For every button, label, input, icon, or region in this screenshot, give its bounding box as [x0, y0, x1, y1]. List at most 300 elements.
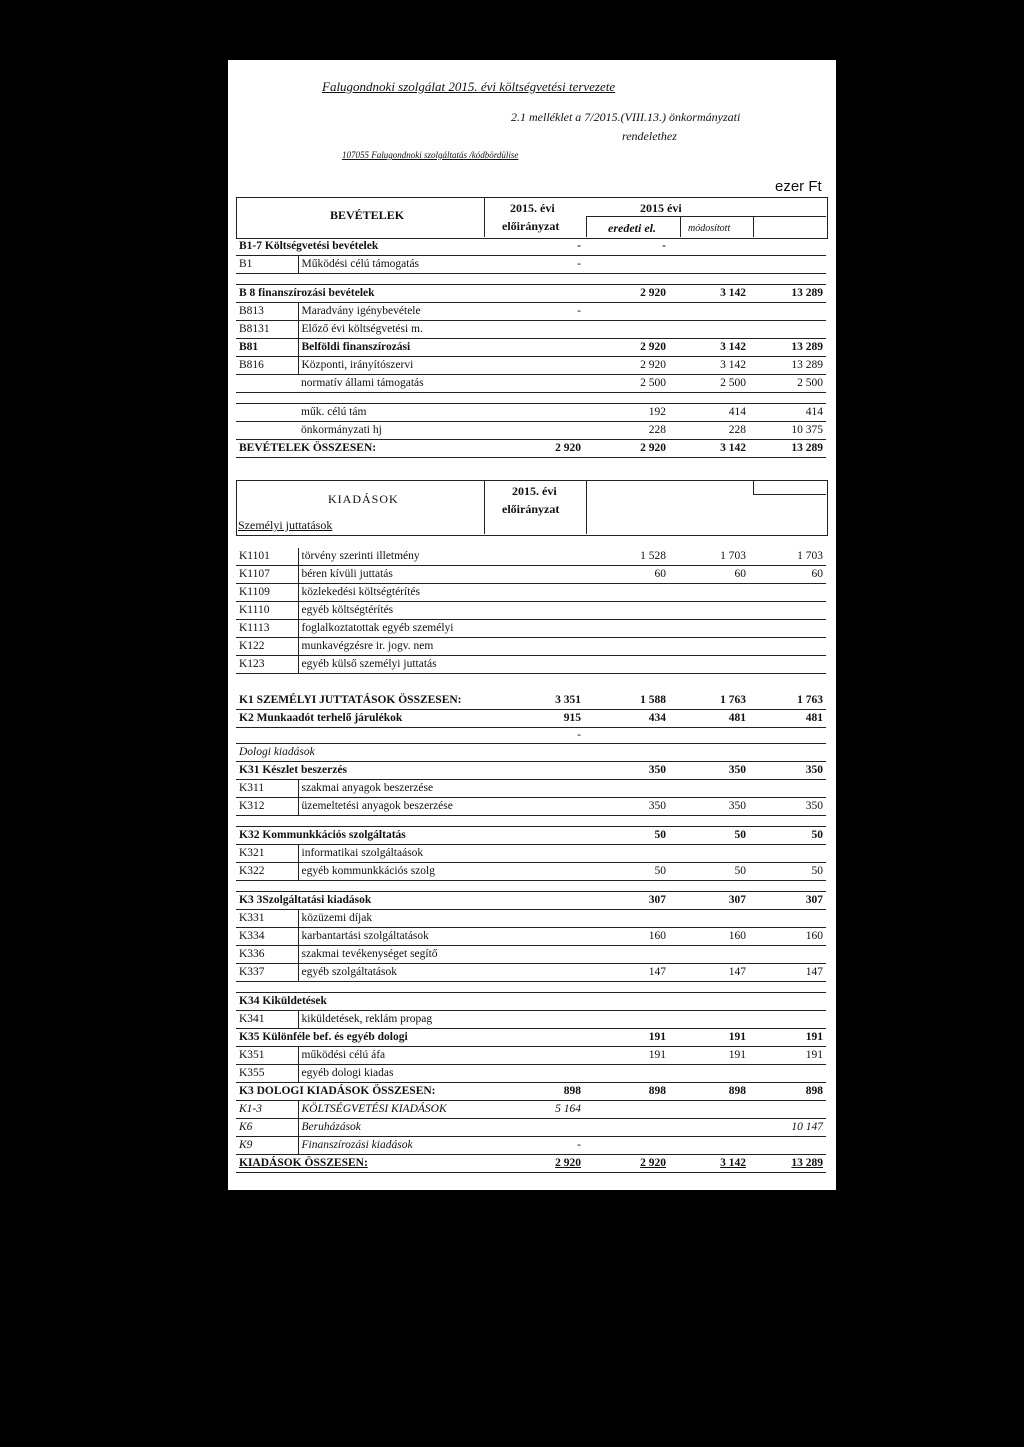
plan-value: 5 164: [484, 1101, 584, 1119]
current-value: [749, 1065, 826, 1083]
row-label: K2 Munkaadót terhelő járulékok: [236, 710, 484, 728]
row-name: működési célú áfa: [298, 1047, 484, 1065]
plan-value: [484, 881, 584, 892]
row-code: [236, 422, 298, 440]
plan-value: [484, 928, 584, 946]
modified-value: 191: [669, 1047, 749, 1065]
row-code: K337: [236, 964, 298, 982]
plan-value: -: [484, 238, 584, 256]
revenue-table: [236, 238, 826, 458]
table-row: [236, 946, 826, 964]
modified-value: 350: [669, 762, 749, 780]
current-value: 2 500: [749, 375, 826, 393]
current-value: [749, 620, 826, 638]
original-value: [584, 620, 669, 638]
row-code: [236, 274, 298, 285]
current-value: [749, 238, 826, 256]
row-code: B81: [236, 339, 298, 357]
current-value: 1 703: [749, 548, 826, 566]
plan-value: [484, 910, 584, 928]
original-value: [584, 321, 669, 339]
plan-value: [484, 845, 584, 863]
table-row: [236, 1029, 826, 1047]
row-name: műk. célú tám: [298, 404, 484, 422]
row-name: béren kívüli juttatás: [298, 566, 484, 584]
row-label: B 8 finanszírozási bevételek: [236, 285, 484, 303]
plan-value: [484, 816, 584, 827]
modified-value: 3 142: [669, 339, 749, 357]
row-label: B1-7 Költségvetési bevételek: [236, 238, 484, 256]
original-value: [584, 780, 669, 798]
plan-value: [484, 993, 584, 1011]
plan-value: [484, 274, 584, 285]
row-code: K351: [236, 1047, 298, 1065]
plan-value: [484, 638, 584, 656]
row-code: K1113: [236, 620, 298, 638]
original-value: [584, 393, 669, 404]
row-name: közüzemi díjak: [298, 910, 484, 928]
modified-value: 481: [669, 710, 749, 728]
table-row: [236, 1101, 826, 1119]
row-name: egyéb külső személyi juttatás: [298, 656, 484, 674]
row-name: Működési célú támogatás: [298, 256, 484, 274]
original-value: [584, 1065, 669, 1083]
plan-value: [484, 602, 584, 620]
modified-value: [669, 620, 749, 638]
modified-value: 147: [669, 964, 749, 982]
current-value: 307: [749, 892, 826, 910]
row-name: KÖLTSÉGVETÉSI KIADÁSOK: [298, 1101, 484, 1119]
table-row: [236, 1047, 826, 1065]
row-code: K6: [236, 1119, 298, 1137]
current-value: [749, 982, 826, 993]
row-label: K31 Készlet beszerzés: [236, 762, 484, 780]
modified-value: 228: [669, 422, 749, 440]
current-value: [749, 728, 826, 744]
modified-value: 50: [669, 863, 749, 881]
row-name: egyéb költségtérítés: [298, 602, 484, 620]
row-code: B816: [236, 357, 298, 375]
plan-value: [484, 548, 584, 566]
current-value: [749, 602, 826, 620]
original-value: 191: [584, 1047, 669, 1065]
original-value: [584, 982, 669, 993]
modified-value: [669, 1137, 749, 1155]
current-value: [749, 780, 826, 798]
row-code: [236, 404, 298, 422]
plan-value: [484, 375, 584, 393]
row-name: informatikai szolgáltaások: [298, 845, 484, 863]
table-row: [236, 1155, 826, 1173]
unit-label: ezer Ft: [775, 178, 822, 195]
table-row: [236, 339, 826, 357]
revenue-heading: BEVÉTELEK: [330, 208, 405, 222]
table-row: [236, 1137, 826, 1155]
original-value: [584, 744, 669, 762]
table-row: [236, 285, 826, 303]
table-row: [236, 881, 826, 892]
table-row: [236, 692, 826, 710]
modified-value: 3 142: [669, 1155, 749, 1173]
modified-value: 898: [669, 1083, 749, 1101]
row-name: normatív állami támogatás: [298, 375, 484, 393]
current-value: [749, 816, 826, 827]
modified-value: [669, 1101, 749, 1119]
modified-value: 191: [669, 1029, 749, 1047]
plan-value: -: [484, 256, 584, 274]
table-row: [236, 238, 826, 256]
modified-value: [669, 321, 749, 339]
table-row: [236, 638, 826, 656]
modified-value: 1 703: [669, 548, 749, 566]
modified-value: [669, 256, 749, 274]
plan-value: [484, 827, 584, 845]
original-value: 191: [584, 1029, 669, 1047]
original-value: [584, 946, 669, 964]
expense-table: [236, 692, 826, 1173]
table-row: [236, 274, 826, 285]
current-value: [749, 744, 826, 762]
row-code: K336: [236, 946, 298, 964]
plan-value: [484, 1119, 584, 1137]
personnel-expense-table: [236, 548, 826, 674]
original-value: 228: [584, 422, 669, 440]
original-value: [584, 1119, 669, 1137]
row-code: K321: [236, 845, 298, 863]
current-value: 10 147: [749, 1119, 826, 1137]
original-value: 2 920: [584, 440, 669, 458]
plan-value: [484, 357, 584, 375]
modified-value: 60: [669, 566, 749, 584]
original-value: 1 528: [584, 548, 669, 566]
plan-value: 2 920: [484, 1155, 584, 1173]
row-name: szakmai anyagok beszerzése: [298, 780, 484, 798]
row-code: K334: [236, 928, 298, 946]
original-value: [584, 656, 669, 674]
table-row: [236, 863, 826, 881]
table-row: [236, 440, 826, 458]
row-code: K322: [236, 863, 298, 881]
original-value: [584, 910, 669, 928]
table-row: [236, 710, 826, 728]
modified-value: 3 142: [669, 285, 749, 303]
original-value: [584, 728, 669, 744]
plan-value: [484, 780, 584, 798]
original-value: [584, 881, 669, 892]
original-value: [584, 584, 669, 602]
table-row: [236, 728, 826, 744]
row-name: munkavégzésre ir. jogv. nem: [298, 638, 484, 656]
row-name: önkormányzati hj: [298, 422, 484, 440]
row-code: K122: [236, 638, 298, 656]
table-row: [236, 964, 826, 982]
current-value: 13 289: [749, 1155, 826, 1173]
current-value: [749, 946, 826, 964]
modified-value: 2 500: [669, 375, 749, 393]
current-value: [749, 1011, 826, 1029]
plan-value: [484, 1065, 584, 1083]
original-value: 350: [584, 762, 669, 780]
current-value: [749, 1137, 826, 1155]
table-row: [236, 566, 826, 584]
original-value: 147: [584, 964, 669, 982]
plan-value: -: [484, 1137, 584, 1155]
cofog-code: 107055 Falugondnoki szolgáltatás /kódbördülise: [342, 150, 519, 160]
current-value: 1 763: [749, 692, 826, 710]
current-value: 191: [749, 1047, 826, 1065]
revenue-col-plan: előirányzat: [502, 219, 560, 233]
row-name: szakmai tevékenységet segítő: [298, 946, 484, 964]
plan-value: [484, 762, 584, 780]
original-value: 350: [584, 798, 669, 816]
table-row: [236, 584, 826, 602]
row-name: [298, 816, 484, 827]
row-name: üzemeltetési anyagok beszerzése: [298, 798, 484, 816]
plan-value: [484, 321, 584, 339]
original-value: 2 500: [584, 375, 669, 393]
current-value: 13 289: [749, 440, 826, 458]
table-row: [236, 1119, 826, 1137]
current-value: 191: [749, 1029, 826, 1047]
plan-value: [484, 744, 584, 762]
row-name: [298, 393, 484, 404]
row-code: K9: [236, 1137, 298, 1155]
table-row: [236, 602, 826, 620]
current-value: [749, 656, 826, 674]
table-row: [236, 780, 826, 798]
current-value: [749, 321, 826, 339]
row-code: [236, 881, 298, 892]
current-value: 60: [749, 566, 826, 584]
original-value: [584, 845, 669, 863]
row-label: Dologi kiadások: [236, 744, 484, 762]
original-value: [584, 303, 669, 321]
plan-value: [484, 1047, 584, 1065]
original-value: 434: [584, 710, 669, 728]
row-code: K355: [236, 1065, 298, 1083]
table-row: [236, 1011, 826, 1029]
row-label: K1 SZEMÉLYI JUTTATÁSOK ÖSSZESEN:: [236, 692, 484, 710]
modified-value: [669, 845, 749, 863]
modified-value: 3 142: [669, 440, 749, 458]
modified-value: [669, 584, 749, 602]
table-row: [236, 321, 826, 339]
current-value: 13 289: [749, 357, 826, 375]
plan-value: [484, 620, 584, 638]
revenue-col-year: 2015 évi: [640, 201, 682, 215]
row-name: Maradvány igénybevétele: [298, 303, 484, 321]
original-value: 192: [584, 404, 669, 422]
table-row: [236, 827, 826, 845]
plan-value: [484, 339, 584, 357]
current-value: [749, 393, 826, 404]
row-name: egyéb szolgáltatások: [298, 964, 484, 982]
original-value: [584, 602, 669, 620]
original-value: 898: [584, 1083, 669, 1101]
current-value: [749, 303, 826, 321]
original-value: [584, 256, 669, 274]
row-code: K1110: [236, 602, 298, 620]
original-value: [584, 1011, 669, 1029]
row-code: K1101: [236, 548, 298, 566]
modified-value: 50: [669, 827, 749, 845]
current-value: [749, 845, 826, 863]
modified-value: [669, 946, 749, 964]
plan-value: [484, 393, 584, 404]
current-value: [749, 1101, 826, 1119]
revenue-col-original: eredeti el.: [608, 221, 656, 235]
table-row: [236, 982, 826, 993]
modified-value: [669, 881, 749, 892]
modified-value: [669, 602, 749, 620]
plan-value: -: [484, 303, 584, 321]
table-row: [236, 762, 826, 780]
row-name: törvény szerinti illetmény: [298, 548, 484, 566]
table-row: [236, 256, 826, 274]
row-label: K3 DOLOGI KIADÁSOK ÖSSZESEN:: [236, 1083, 484, 1101]
row-label: K32 Kommunkkációs szolgáltatás: [236, 827, 484, 845]
original-value: 307: [584, 892, 669, 910]
original-value: 60: [584, 566, 669, 584]
modified-value: 1 763: [669, 692, 749, 710]
table-row: [236, 845, 826, 863]
row-name: Előző évi költségvetési m.: [298, 321, 484, 339]
original-value: 2 920: [584, 339, 669, 357]
revenue-col-plan-year: 2015. évi: [510, 201, 555, 215]
plan-value: [484, 566, 584, 584]
current-value: 13 289: [749, 339, 826, 357]
revenue-col-modified: módosított: [688, 223, 731, 234]
table-row: [236, 816, 826, 827]
table-row: [236, 404, 826, 422]
row-code: B1: [236, 256, 298, 274]
modified-value: [669, 816, 749, 827]
current-value: [749, 910, 826, 928]
row-code: K341: [236, 1011, 298, 1029]
modified-value: [669, 780, 749, 798]
current-value: 13 289: [749, 285, 826, 303]
plan-value: 2 920: [484, 440, 584, 458]
plan-value: -: [484, 728, 584, 744]
plan-value: [484, 946, 584, 964]
current-value: [749, 256, 826, 274]
annex-reference-line2: rendelethez: [622, 129, 677, 143]
plan-value: [484, 863, 584, 881]
table-row: [236, 375, 826, 393]
current-value: 414: [749, 404, 826, 422]
plan-value: [484, 982, 584, 993]
current-value: [749, 881, 826, 892]
table-row: [236, 656, 826, 674]
table-row: [236, 548, 826, 566]
current-value: 10 375: [749, 422, 826, 440]
current-value: 50: [749, 863, 826, 881]
row-name: karbantartási szolgáltatások: [298, 928, 484, 946]
personnel-subheading: Személyi juttatások: [238, 518, 333, 532]
modified-value: [669, 1065, 749, 1083]
current-value: 898: [749, 1083, 826, 1101]
row-name: Finanszírozási kiadások: [298, 1137, 484, 1155]
row-label: K35 Különféle bef. és egyéb dologi: [236, 1029, 484, 1047]
row-code: K1109: [236, 584, 298, 602]
current-value: [749, 274, 826, 285]
modified-value: 414: [669, 404, 749, 422]
row-code: B8131: [236, 321, 298, 339]
modified-value: [669, 238, 749, 256]
row-code: B813: [236, 303, 298, 321]
expense-col-plan-year: 2015. évi: [512, 484, 557, 498]
table-row: [236, 393, 826, 404]
table-row: [236, 422, 826, 440]
plan-value: [484, 422, 584, 440]
row-code: K123: [236, 656, 298, 674]
row-name: közlekedési költségtérítés: [298, 584, 484, 602]
modified-value: [669, 656, 749, 674]
row-label: BEVÉTELEK ÖSSZESEN:: [236, 440, 484, 458]
original-value: 50: [584, 863, 669, 881]
original-value: [584, 274, 669, 285]
row-code: [236, 375, 298, 393]
modified-value: [669, 982, 749, 993]
row-name: egyéb dologi kiadas: [298, 1065, 484, 1083]
row-code: [236, 728, 298, 744]
modified-value: [669, 993, 749, 1011]
current-value: [749, 993, 826, 1011]
table-row: [236, 798, 826, 816]
table-row: [236, 357, 826, 375]
row-name: egyéb kommunkkációs szolg: [298, 863, 484, 881]
row-name: Beruházások: [298, 1119, 484, 1137]
original-value: [584, 1101, 669, 1119]
table-row: [236, 1083, 826, 1101]
original-value: 2 920: [584, 357, 669, 375]
modified-value: [669, 744, 749, 762]
expense-col-plan: előirányzat: [502, 502, 560, 516]
row-code: [236, 982, 298, 993]
table-row: [236, 910, 826, 928]
current-value: 350: [749, 762, 826, 780]
current-value: 50: [749, 827, 826, 845]
table-row: [236, 1065, 826, 1083]
table-row: [236, 993, 826, 1011]
row-label: K34 Kiküldetések: [236, 993, 484, 1011]
row-name: foglalkoztatottak egyéb személyi: [298, 620, 484, 638]
plan-value: [484, 404, 584, 422]
modified-value: 160: [669, 928, 749, 946]
original-value: -: [584, 238, 669, 256]
plan-value: [484, 892, 584, 910]
original-value: [584, 1137, 669, 1155]
plan-value: [484, 1029, 584, 1047]
current-value: 147: [749, 964, 826, 982]
modified-value: [669, 303, 749, 321]
plan-value: 3 351: [484, 692, 584, 710]
original-value: 2 920: [584, 285, 669, 303]
current-value: 481: [749, 710, 826, 728]
plan-value: [484, 656, 584, 674]
row-code: K311: [236, 780, 298, 798]
row-code: K331: [236, 910, 298, 928]
row-code: [236, 816, 298, 827]
annex-reference: 2.1 melléklet a 7/2015.(VIII.13.) önkormányzati: [511, 110, 741, 124]
document-title: Falugondnoki szolgálat 2015. évi költségvetési tervezete: [322, 79, 616, 94]
current-value: [749, 638, 826, 656]
modified-value: 307: [669, 892, 749, 910]
modified-value: [669, 910, 749, 928]
row-name: Központi, irányítószervi: [298, 357, 484, 375]
original-value: 1 588: [584, 692, 669, 710]
modified-value: [669, 274, 749, 285]
